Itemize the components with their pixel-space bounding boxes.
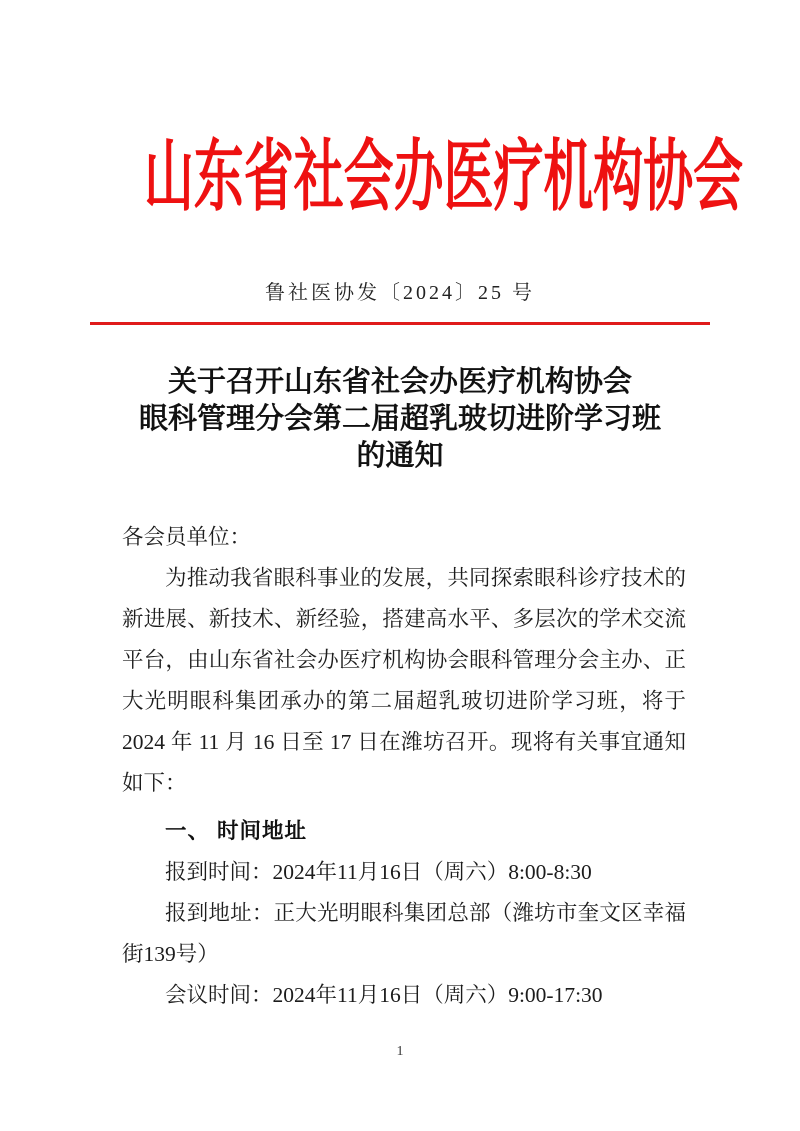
notice-title-line3: 的通知 — [356, 440, 444, 472]
doc-number: 鲁社医协发〔2024〕25 号 — [265, 282, 535, 304]
page-number: 1 — [396, 1044, 404, 1059]
item-meeting-time: 会议时间：2024年11月16日（周六）9:00-17:30 — [165, 983, 603, 1007]
org-title: 山东省社会办医疗机构协会 — [144, 133, 744, 220]
red-separator-line — [90, 322, 710, 325]
notice-title-line1: 关于召开山东省社会办医疗机构协会 — [167, 366, 632, 398]
notice-title-line2: 眼科管理分会第二届超乳玻切进阶学习班 — [138, 403, 661, 435]
notice-body — [122, 517, 686, 1016]
intro-paragraph: 为推动我省眼科事业的发展，共同探索眼科诊疗技术的新进展、新技术、新经验，搭建高水平、多层次的学术交流平台，由山东省社会办医疗机构协会眼科管理分会主办、正大光明眼科集团承办的第二届超乳玻切进阶学习班，将于2024 年 11 月 16 日至 17 日在潍坊召开。现将有关事宜通知如下： — [122, 566, 686, 795]
salutation: 各会员单位： — [122, 525, 252, 549]
notice-title — [0, 364, 800, 475]
item-checkin-address: 报到地址：正大光明眼科集团总部（潍坊市奎文区幸福街139号） — [122, 901, 686, 966]
section-heading-time-location: 一、 时间地址 — [165, 819, 307, 843]
item-checkin-time: 报到时间：2024年11月16日（周六）8:00-8:30 — [165, 860, 592, 884]
